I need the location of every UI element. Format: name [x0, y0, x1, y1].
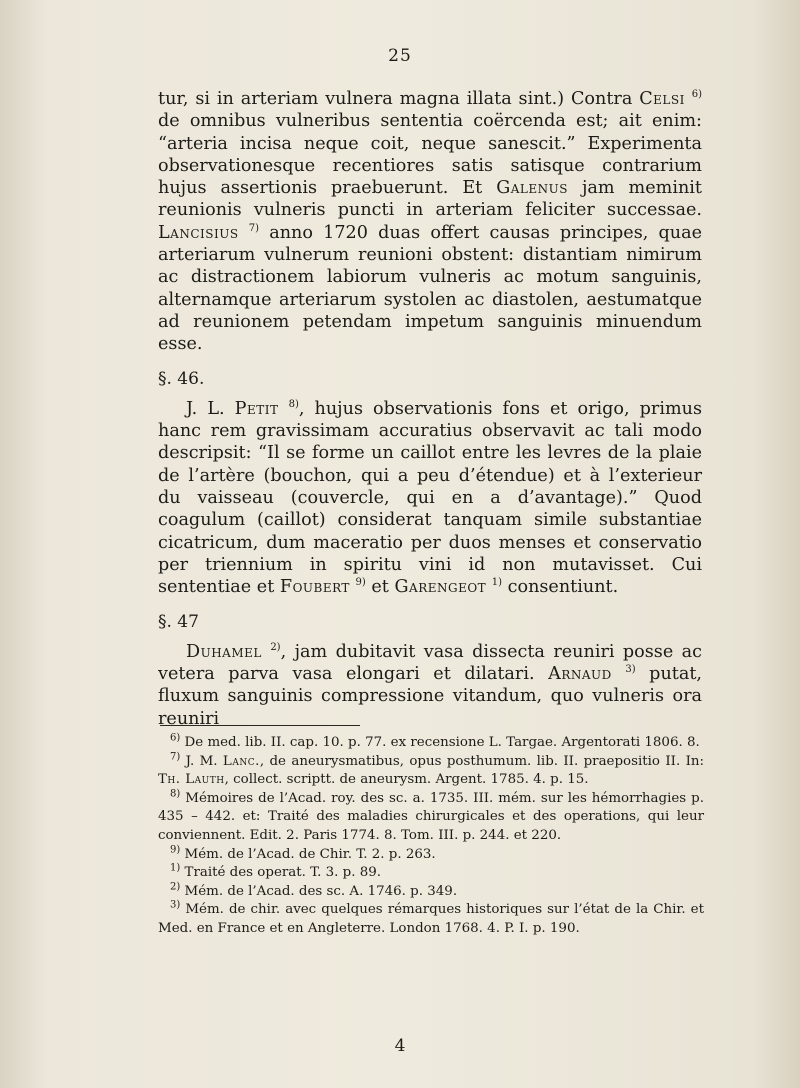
footnote-1: [158, 864, 704, 883]
page-number: 25: [388, 46, 412, 66]
paragraph-2: [158, 398, 702, 599]
signature-mark: 4: [394, 1036, 406, 1056]
footnote-marker: 8): [288, 399, 299, 410]
text-run: putat, fluxum sanguinis compressione vitandum, quo vulneris ora reuniri: [158, 664, 702, 729]
text-run: J. M.: [180, 753, 223, 769]
text-run: , collect. scriptt. de aneurysm. Argent. 1785. 4. p. 15.: [224, 772, 589, 788]
main-text: [158, 88, 702, 730]
text-run: , de aneurysmatibus, opus posthumum. lib. II. praepositio II. In:: [259, 753, 704, 769]
footnote-marker: 8): [170, 788, 181, 800]
paragraph-3: [158, 641, 702, 730]
author-name: Duhamel: [186, 641, 262, 662]
text-run: , hujus observationis fons et origo, primus hanc rem gravissimam accuratius observavit ac tali modo descripsit: “Il se forme un caillot entre les levres de la plaie de l’artère (bouchon, qui a peu d’étendue) et à l’exterieur du vaisseau (couvercle, qui en a d’avantage).” Quod coagulum (caillot) considerat tanquam simile substantiae cicatricum, dum maceratio per duos menses et conservatio per triennium in spiritu vini id non mutavisset. Cui sententiae et: [158, 398, 703, 598]
author-name: Th. Lauth: [158, 772, 225, 788]
text-run: Mém. de chir. avec quelques rémarques historiques sur l’état de la Chir. et Med. en France et en Angleterre. London 1768. 4. P. I. p. 190.: [158, 902, 704, 936]
text-run: tur, si in arteriam vulnera magna illata sint.) Contra: [158, 89, 640, 109]
paragraph-1: [158, 88, 702, 356]
text-run: [239, 223, 249, 243]
text-run: , jam dubitavit vasa dissecta reuniri posse ac vetera parva vasa elongari et dilatari.: [158, 641, 702, 685]
author-name: Galenus: [496, 178, 568, 199]
text-run: De med. lib. II. cap. 10. p. 77. ex recensione L. Targae. Argentorati 1806. 8.: [180, 735, 700, 750]
footnote-9: [158, 846, 704, 865]
text-run: jam meminit reunionis vulneris puncti in arteriam feliciter successae.: [158, 178, 702, 221]
author-name: Arnaud: [548, 664, 612, 685]
footnote-marker: 6): [170, 732, 181, 744]
footnote-marker: 2): [270, 641, 281, 653]
text-run: Mém. de l’Acad. de Chir. T. 2. p. 263.: [180, 846, 436, 862]
author-name: Lancisius: [158, 222, 239, 243]
text-run: Mém. de l’Acad. des sc. A. 1746. p. 349.: [180, 883, 458, 899]
footnote-6: [158, 734, 704, 753]
author-name: Lanc.: [222, 753, 260, 769]
text-run: Mémoires de l’Acad. roy. des sc. a. 1735. III. mém. sur les hémorrhagies p. 435 – 442. et: Traité des maladies chirurgicales et des operations, qui leur conviennent. Edit. 2. Paris 1774. 8. Tom. III. p. 244. et 220.: [158, 790, 704, 843]
text-run: J. L.: [186, 398, 235, 419]
footnote-2: [158, 883, 704, 902]
footnote-7: [158, 753, 704, 790]
footnote-marker: 1): [170, 862, 181, 874]
text-run: et: [365, 577, 395, 598]
text-run: [279, 399, 289, 419]
text-run: [685, 89, 692, 109]
text-run: consentiunt.: [502, 577, 619, 598]
footnote-marker: 3): [625, 664, 636, 676]
footnote-marker: 2): [170, 881, 181, 893]
footnote-marker: 7): [170, 751, 181, 763]
footnote-3: [158, 901, 704, 938]
footnote-marker: 6): [691, 89, 703, 101]
footnotes: [158, 734, 704, 939]
author-name: Petit: [234, 398, 279, 419]
footnote-marker: 3): [170, 899, 181, 911]
author-name: Foubert: [279, 577, 350, 598]
author-name: Garengeot: [394, 577, 487, 598]
section-heading-46: §. 46.: [158, 368, 205, 389]
footnote-marker: 9): [170, 844, 181, 856]
footnote-marker: 9): [355, 577, 366, 589]
text-run: anno 1720 duas offert causas principes, quae arteriarum vulnerum reunioni obstent: distantiam nimirum ac distractionem labiorum vulneris ac motum sanguinis, alternamque arteriarum systolen ac diastolen, aestumatque ad reunionem petendam impetum sanguinis minuendum esse.: [158, 222, 703, 355]
footnote-marker: 1): [491, 577, 503, 589]
footnote-8: [158, 790, 704, 846]
text-run: de omnibus vulneribus sententia coërcenda est; ait enim: “arteria incisa neque coit, neque sanescit.” Experimenta observationesque recentiores satis satisque contrarium hujus assertionis praebuerunt. Et: [158, 111, 702, 199]
text-run: [612, 664, 626, 684]
footnote-divider: [160, 725, 360, 726]
text-run: Traité des operat. T. 3. p. 89.: [180, 865, 382, 881]
section-heading-47: §. 47: [158, 611, 199, 632]
author-name: Celsi: [639, 89, 685, 109]
footnote-marker: 7): [248, 222, 260, 234]
